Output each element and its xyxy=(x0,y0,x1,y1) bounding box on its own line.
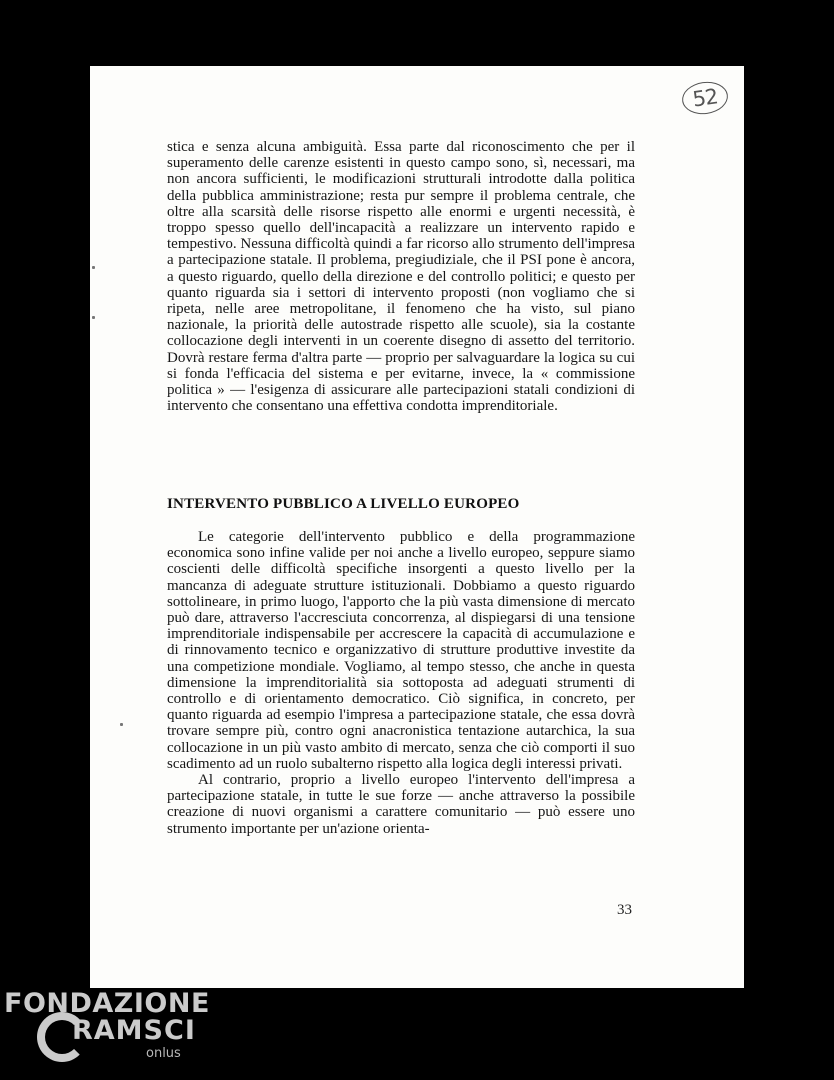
section-heading: INTERVENTO PUBBLICO A LIVELLO EUROPEO xyxy=(167,496,520,512)
paragraph-2: Le categorie dell'intervento pubblico e della programmazione economica sono infine valide per noi anche a livello europeo, seppure siamo coscienti delle difficoltà specifiche insorgenti a questo livello per la mancanza di adeguate strutture istituzionali. Dobbiamo a questo riguardo sottolineare, in primo luogo, l'apporto che la più vasta dimensione di mercato può dare, attraverso l'accresciuta concorrenza, al dispiegarsi di una tensione imprenditoriale indispensabile per accrescere la capacità di accumulazione e di rinnovamento tecnico e organizzativo di strutture produttive investite da una competizione mondiale. Vogliamo, al tempo stesso, che anche in questa dimensione la imprenditorialità sia sottoposta ad adeguati strumenti di controllo e di orientamento democratico. Ciò significa, in concreto, per quanto riguarda ad esempio l'impresa a partecipazione statale, che essa dovrà trovare sempre più, contro ogni anacronistica tentazione autarchica, la sua collocazione in un più vasto ambito di mercato, senza che ciò comporti il suo scadimento ad un ruolo subalterno rispetto alla logica degli interessi privati. xyxy=(167,529,635,772)
scan-mark xyxy=(92,266,95,269)
page-number: 33 xyxy=(617,902,632,918)
watermark-suffix: onlus xyxy=(146,1046,181,1061)
scan-mark xyxy=(120,723,123,726)
archive-number-stamp: 52 xyxy=(680,79,730,117)
watermark-line1: FONDAZIONE xyxy=(4,988,210,1019)
body-text-top xyxy=(167,139,635,414)
scan-mark xyxy=(92,316,95,319)
document-page xyxy=(90,66,744,988)
fondazione-gramsci-watermark xyxy=(4,986,214,1080)
body-text-section xyxy=(167,529,635,837)
paragraph-3: Al contrario, proprio a livello europeo l'intervento dell'impresa a partecipazione statale, in tutte le sue forze — anche attraverso la possibile creazione di nuovi organismi a carattere comunitario — può essere uno strumento importante per un'azione orienta- xyxy=(167,772,635,837)
paragraph-1: stica e senza alcuna ambiguità. Essa parte dal riconoscimento che per il superamento delle carenze esistenti in questo campo sono, sì, necessari, ma non ancora sufficienti, le modificazioni strutturali introdotte dalla politica della pubblica amministrazione; resta pur sempre il problema centrale, che oltre alla scarsità delle risorse rispetto alle enormi e urgenti necessità, è troppo spesso quello dell'incapacità a realizzare un intervento rapido e tempestivo. Nessuna difficoltà quindi a far ricorso allo strumento dell'impresa a partecipazione statale. Il problema, pregiudiziale, che il PSI pone è ancora, a questo riguardo, quello della direzione e del controllo politici; e questo per quanto riguarda sia i settori di intervento proposti (non vogliamo che si ripeta, nelle aree metropolitane, il fenomeno che ha visto, sul piano nazionale, la priorità delle autostrade rispetto alle scuole), sia la costante collocazione degli interventi in un coerente disegno di assetto del territorio. Dovrà restare ferma d'altra parte — proprio per salvaguardare la logica su cui si fonda l'efficacia del sistema e per evitarne, invece, la « commissione politica » — l'esigenza di assicurare alle partecipazioni statali condizioni di intervento che consentano una effettiva condotta imprenditoriale. xyxy=(167,139,635,415)
watermark-line2: RAMSCI xyxy=(72,1015,196,1046)
